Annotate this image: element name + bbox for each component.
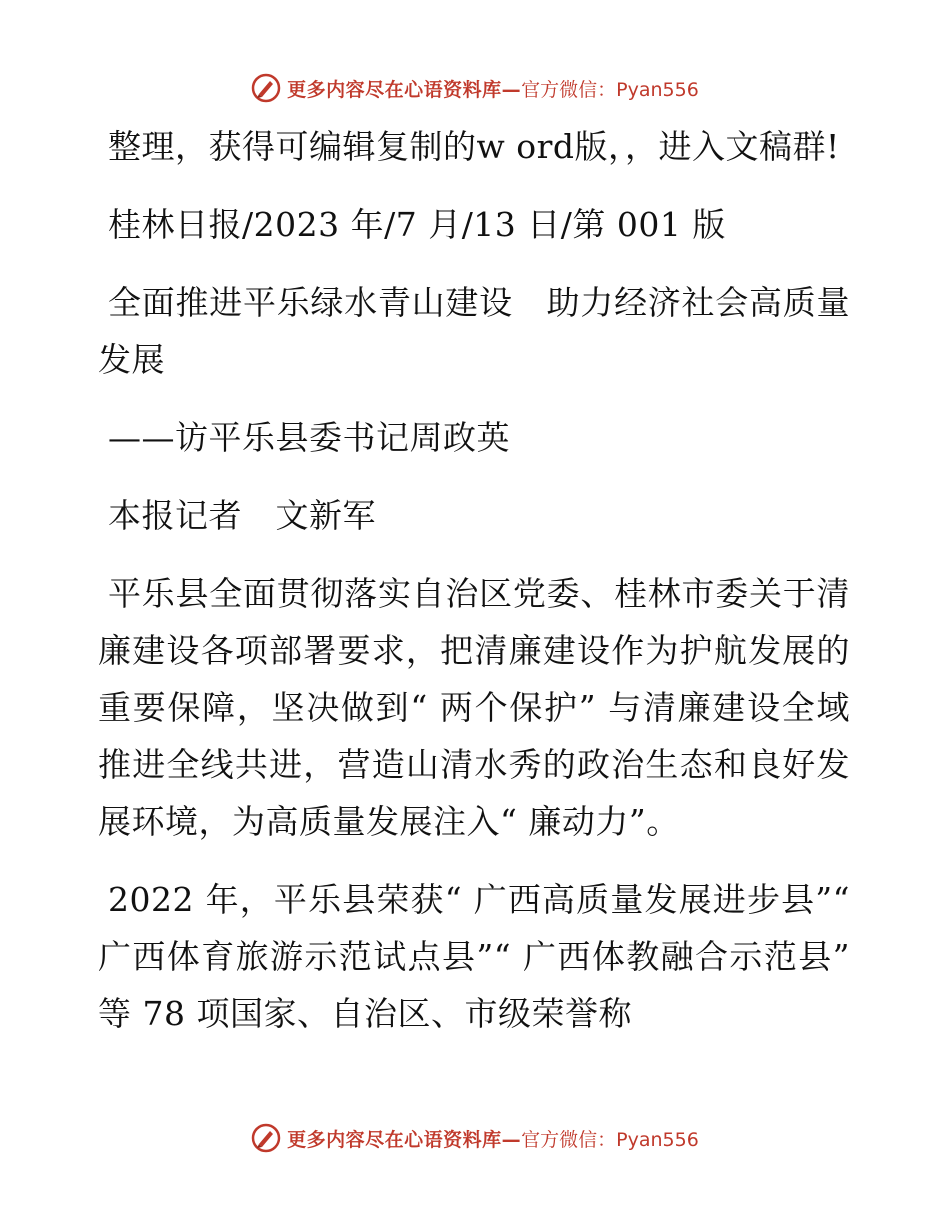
banner-main-text: 更多内容尽在心语资料库— — [287, 1128, 522, 1151]
banner-wechat-text: 官方微信：Pyan556 — [521, 78, 699, 101]
paragraph-intro: 整理，获得可编辑复制的w ord版，，进入文稿群! — [108, 127, 840, 166]
banner-wechat-text: 官方微信：Pyan556 — [521, 1128, 699, 1151]
article-subtitle: ——访平乐县委书记周政英 — [108, 418, 510, 457]
paragraph-body-2: 2022 年，平乐县荣获“ 广西高质量发展进步县”“ 广西体育旅游示范试点县”“ 广西体教融合示范县” 等 78 项国家、自治区、市级荣誉称 — [98, 880, 850, 1033]
header-banner — [0, 68, 950, 108]
paragraph-source: 桂林日报/2023 年/7 月/13 日/第 001 版 — [108, 205, 726, 244]
pen-seal-logo-icon — [251, 73, 281, 103]
paragraph-body-1: 平乐县全面贯彻落实自治区党委、桂林市委关于清廉建设各项部署要求，把清廉建设作为护航发展的重要保障，坚决做到“ 两个保护” 与清廉建设全域推进全线共进，营造山清水秀的政治生态和良好发展环境，为高质量发展注入“ 廉动力”。 — [98, 574, 850, 841]
footer-banner — [0, 1118, 950, 1158]
article-title: 全面推进平乐绿水青山建设 助力经济社会高质量发展 — [98, 283, 850, 379]
article-byline: 本报记者 文新军 — [108, 496, 376, 535]
banner-main-text: 更多内容尽在心语资料库— — [287, 78, 522, 101]
pen-seal-logo-icon — [251, 1123, 281, 1153]
document-body — [98, 118, 850, 1063]
